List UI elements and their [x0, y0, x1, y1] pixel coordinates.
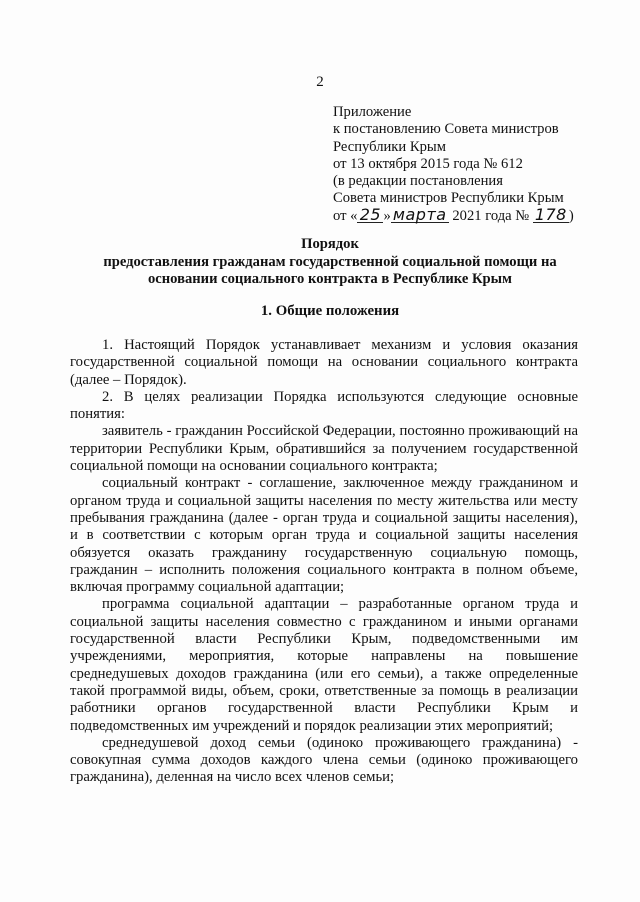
title-line: Порядок	[301, 236, 359, 252]
date-year: 2021 года №	[448, 207, 533, 224]
date-prefix: от «	[333, 207, 358, 224]
title-line: предоставления гражданам государственной социальной помощи на	[103, 253, 557, 270]
appendix-line: (в редакции постановления	[333, 173, 503, 190]
amendment-date-line	[333, 204, 623, 225]
handwritten-month: марта	[391, 208, 449, 223]
document-title	[80, 236, 580, 289]
appendix-line: Приложение	[333, 104, 412, 120]
appendix-line: Совета министров Республики Крым	[333, 190, 564, 207]
paragraph: социальный контракт - соглашение, заключенное между гражданином и органом труда и социальной защиты населения по месту жительства или месту пребывания гражданина (далее - орган труда и социальной защиты населения), и в соответствии с которым орган труда и социальной защиты населения обязуется оказать гражданину государственную социальную помощь, гражданин – исполнить положения социального контракта в полном объеме, включая программу социальной адаптации;	[70, 475, 578, 596]
handwritten-number: 178	[534, 204, 567, 224]
appendix-line: к постановлению Совета министров	[333, 121, 559, 138]
title-line: основании социального контракта в Республике Крым	[147, 271, 513, 287]
document-body	[70, 337, 578, 787]
date-end: )	[568, 207, 574, 224]
appendix-line: от 13 октября 2015 года № 612	[333, 155, 523, 172]
paragraph: 1. Настоящий Порядок устанавливает механизм и условия оказания государственной социальной помощи на основании социального контракта (далее – Порядок).	[70, 337, 578, 388]
section-heading: 1. Общие положения	[260, 303, 400, 319]
handwritten-day: 25	[357, 208, 383, 223]
paragraph: 2. В целях реализации Порядка используются следующие основные понятия:	[70, 388, 578, 423]
paragraph: программа социальной адаптации – разработанные органом труда и социальной защиты населения совместно с гражданином и иными органами государственной власти Республики Крым, подведомственными им учреждениями, мероприятия, которые направлены на повышение среднедушевых доходов гражданина (или его семьи), а также определенные такой программой виды, объем, сроки, ответственные за помощь в реализации работники органов государственной власти Республики Крым и подведомственных им учреждений и порядок реализации этих мероприятий;	[70, 596, 578, 734]
appendix-block	[333, 104, 623, 225]
paragraph: среднедушевой доход семьи (одиноко проживающего гражданина) - совокупная сумма доходов каждого члена семьи (одиноко проживающего гражданина), деленная на число всех членов семьи;	[70, 734, 578, 786]
page-number: 2	[316, 74, 324, 90]
appendix-line: Республики Крым	[333, 138, 446, 155]
paragraph: заявитель - гражданин Российской Федерации, постоянно проживающий на территории Республики Крым, обратившийся за получением государственной социальной помощи на основании социального контракта;	[70, 423, 578, 475]
date-close-quote: »	[383, 207, 391, 224]
